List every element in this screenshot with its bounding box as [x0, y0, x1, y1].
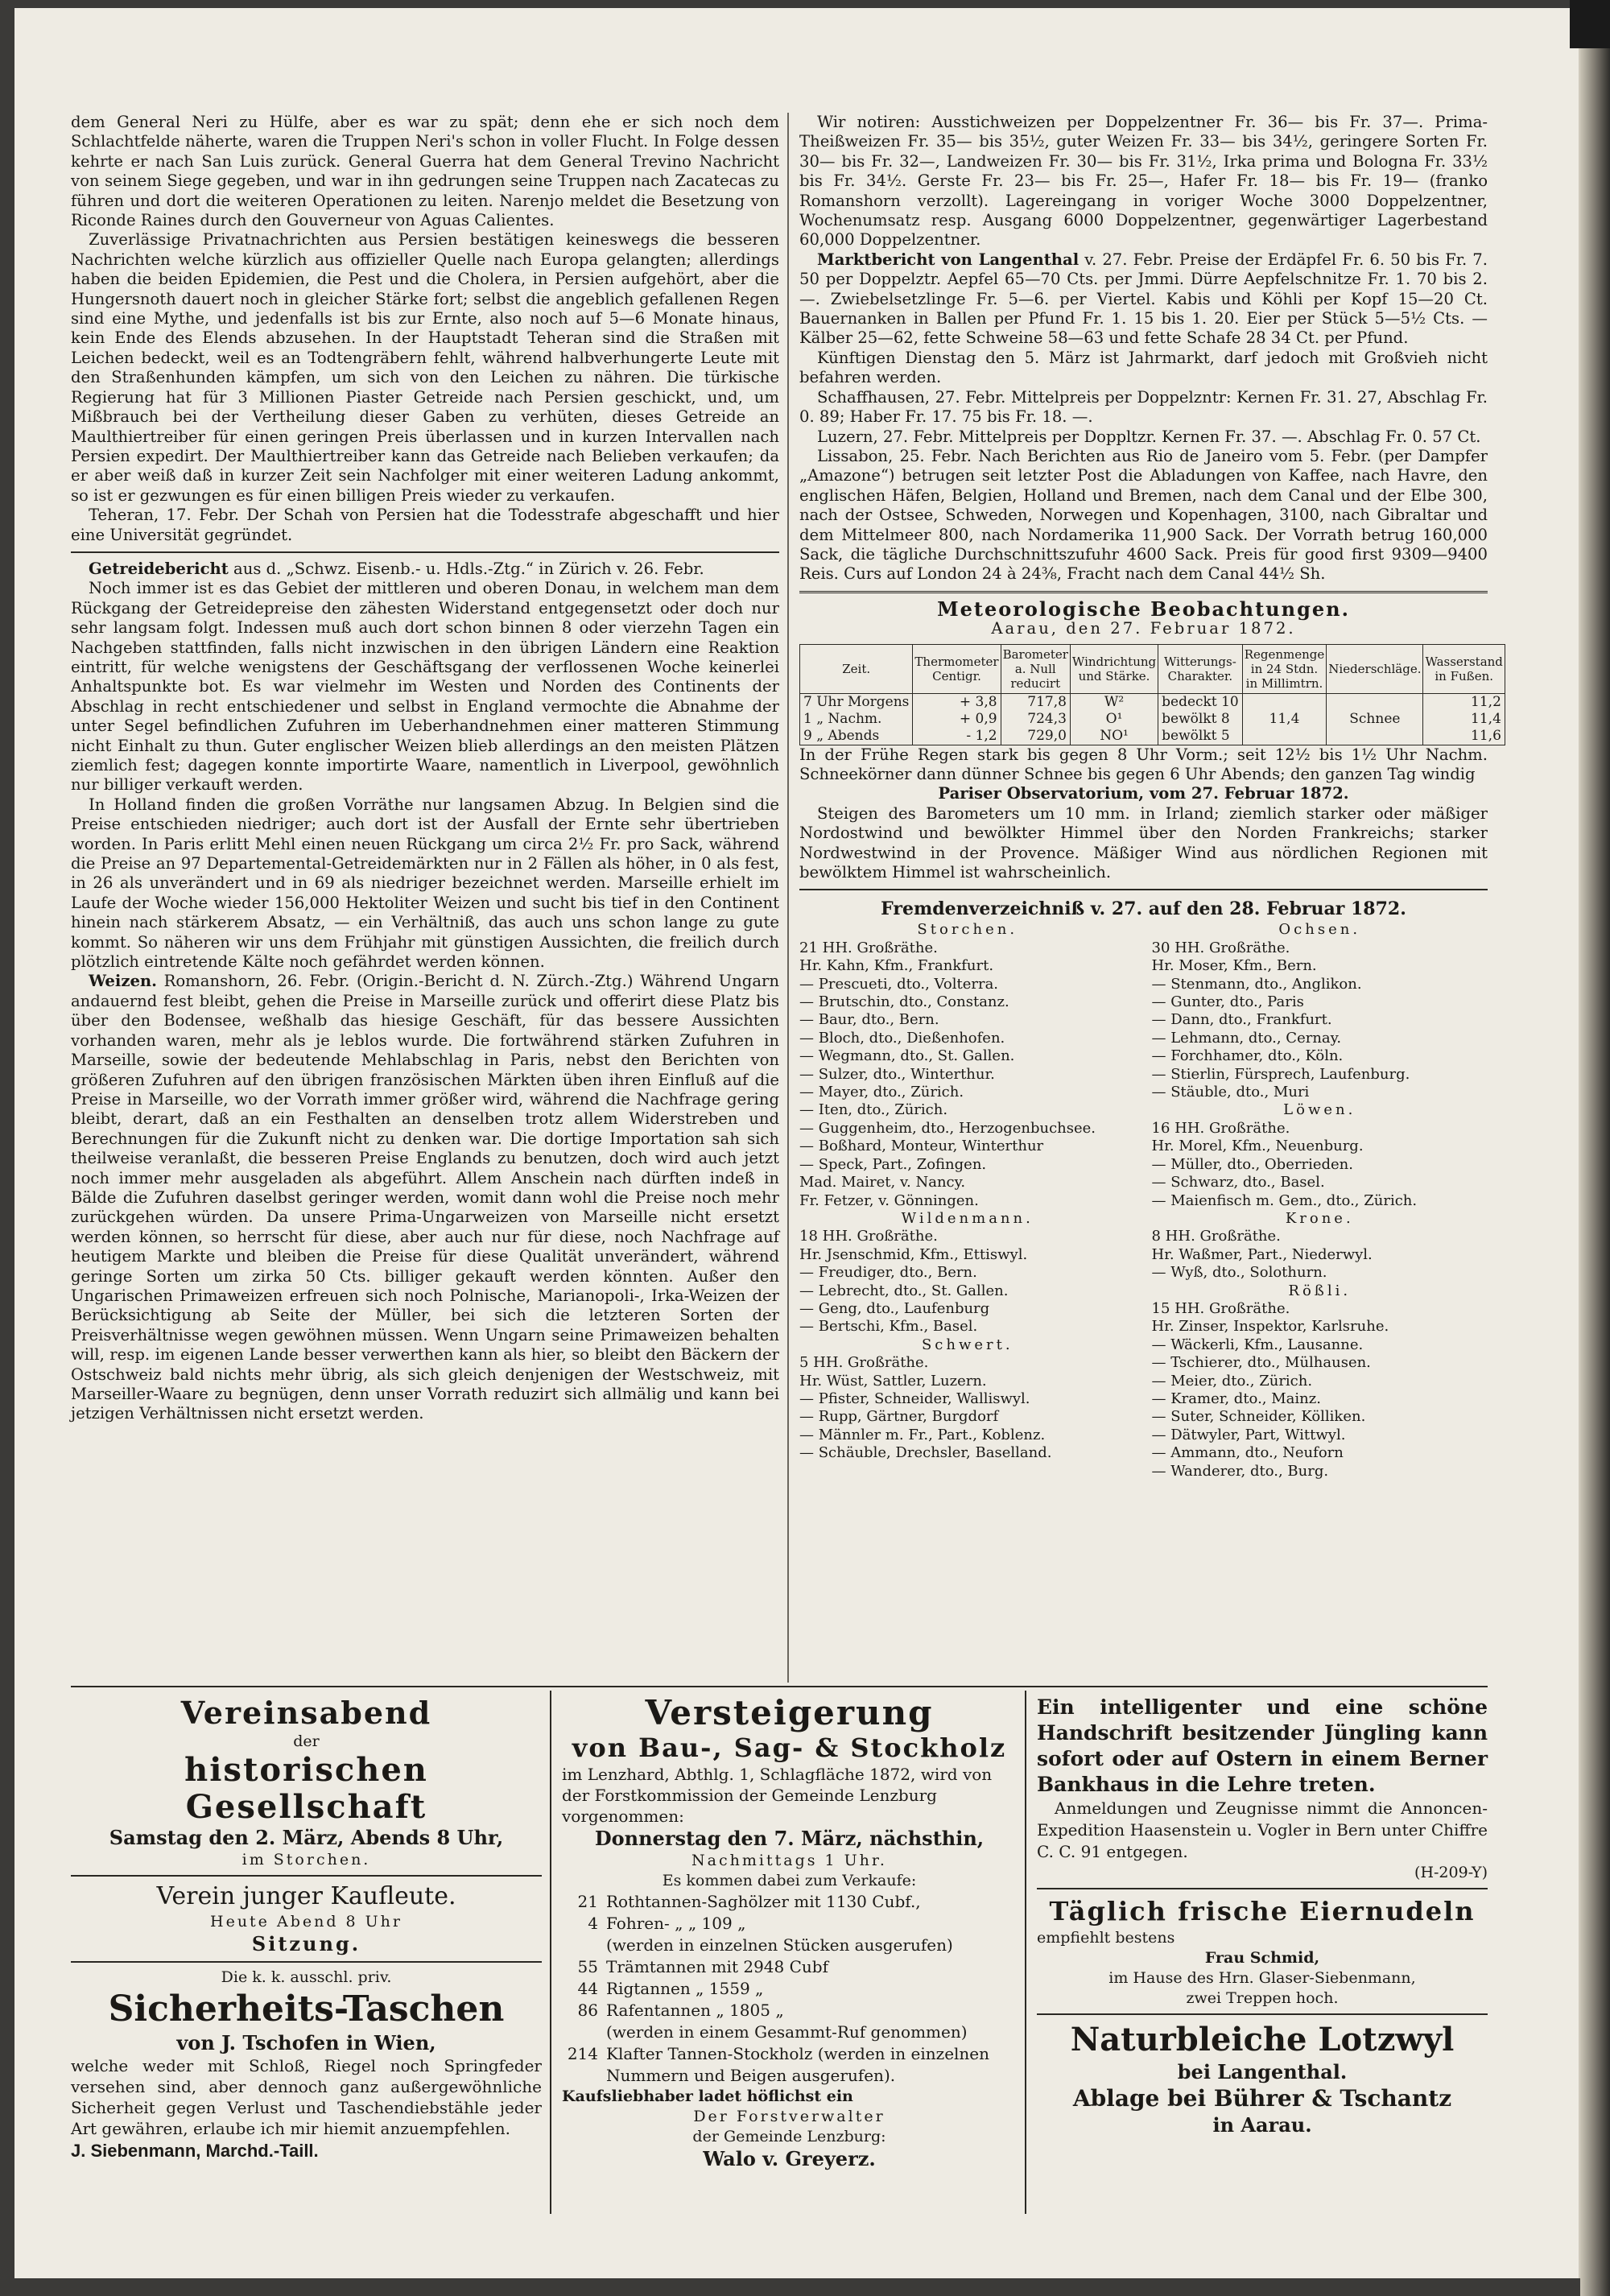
getreide-heading-line	[71, 560, 779, 579]
guest-entry: — Bertschi, Kfm., Basel.	[799, 1318, 978, 1336]
guest-entry: Hr. Zinser, Inspektor, Karlsruhe.	[1151, 1318, 1389, 1336]
meteo-cell-regen	[1242, 693, 1327, 711]
verst-item-text: (werden in einem Gesammt-Ruf genommen)	[606, 2022, 968, 2042]
weizen-text: Während Ungarn andauernd fest bleibt, gehen die Preise in Marseille zurück und offerirt diese Platz bis über den Bodensee, weßhalb das hiesige Geschäft, für das bessere Aussichten vorhanden waren, mehr als je leblos wurde. Die fortwährend stärken Zufuhren in Marseille, sowie der bedeutende Mehlabschlag in Paris, nebst den Berichten von größeren Zufuhren auf den übrigen französischen Märkten üben ihren Einfluß auf die Preise in Marseille, wo der Vorrath immer größer wird, während die Nachfrage gering bleibt, derart, daß an ein Festhalten an denselben trotz allem Widerstreben und Berechnungen für die Zukunft nicht zu denken war. Die dortige Importation sah sich theilweise veranlaßt, die besseren Preise Englands zu benutzen, doch wird auch jetzt noch immer mehr ausgeladen als abgeführt. Allem Anschein nach dürften indeß in Bälde die Zufuhren daselbst geringer werden, womit dann wohl die Preise noch mehr zurückgehen würden. Da unsere Prima-Ungarweizen von Marseille nicht ersetzt werden können, so herrscht für diese, aber auch nur für diese, noch Nachfrage auf heutigem Markte und bleiben die Preise für diese Qualität unverändert, während geringe Sorten um zirka 50 Cts. billiger gekauft werden könnten. Außer den Ungarischen Primaweizen erfreuen sich noch Polnische, Marianopoli-, Irka-Weizen der Berücksichtigung ab Seite der Müller, bei sich die letzteren Sorten der Preisverhältnisse wegen gewöhnen müssen. Wenn Ungarn seine Primaweizen behalten will, resp. im eigenen Lande besser verwerthen kann als hier, so bleibt den Bäckern der Ostschweiz bald nichts mehr übrig, als sich gleich denjenigen der Westschweiz, mit Marseiller-Waare zu begnügen, denn unser Vorrath reduzirt sich allmälig und kann bei jetzigen Verhältnissen nicht ersetzt werden.	[71, 972, 779, 1423]
guest-entry: 21 HH. Großräthe.	[799, 939, 938, 956]
right-column	[799, 113, 1503, 1480]
guest-entry: — Maienfisch m. Gem., dto., Zürich.	[1151, 1191, 1418, 1209]
meteo-row	[800, 711, 1505, 728]
verst-invite: Kaufsliebhaber ladet höflichst ein	[562, 2087, 853, 2105]
getreide-paragraph: In Holland finden die großen Vorräthe nur langsamen Abzug. In Belgien sind die Preise entschieden niedriger; auch dort ist der Ausfall der Ernte sehr übertrieben worden. In Paris erlitt Mehl einen neuen Rückgang um circa 2½ Fr. pro Sack, während die Preise an 97 Departemental-Getreidemärkten nur in 2 Fällen als höher, in 0 als fest, in 26 als unverändert und in 69 als niedriger bezeichnet werden. Marseille erhielt im Laufe der Woche wieder 156,000 Hektoliter Weizen und sucht bis tief in den Continent hinein nach stärkerem Absatz, — ein Verhältniß, das auch uns schon lange zu gute kommt. So näheren wir uns dem Frühjahr mit günstigen Aussichten, die freilich durch plötzlich eintretende Kälte noch gefährdet werden können.	[71, 795, 779, 972]
meteo-cell-thermo: + 3,8	[913, 693, 1001, 711]
meteo-header: Witterungs-Charakter.	[1158, 644, 1243, 693]
kaufleute-time: Heute Abend 8 Uhr	[210, 1913, 402, 1931]
hotel-name: Storchen.	[917, 921, 1018, 939]
weizen-heading: Weizen.	[89, 972, 157, 991]
schaffhausen-text: Schaffhausen, 27. Febr. Mittelpreis per Doppelzntr: Kernen Fr. 31. 27, Abschlag Fr. 0. 89; Haber Fr. 17. 75 bis Fr. 18. —.	[799, 387, 1488, 427]
getreide-source: aus d. „Schwz. Eisenb.- u. Hdls.-Ztg.“ in Zürich v. 26. Febr.	[228, 559, 704, 578]
guest-entry: — Kramer, dto., Mainz.	[1151, 1390, 1321, 1407]
guest-entry: — Iten, dto., Zürich.	[799, 1101, 948, 1119]
weizen-heading-line	[71, 972, 779, 1423]
ads-rule	[71, 1686, 1488, 1687]
verst-intro: im Lenzhard, Abthlg. 1, Schlagfläche 1872, wird von der Forstkommission der Gemeinde Lenzburg vorgenommen:	[562, 1765, 993, 1826]
guest-entry: — Ammann, dto., Neuforn	[1151, 1444, 1344, 1462]
sicherheit-sign: J. Siebenmann, Marchd.-Taill.	[71, 2141, 319, 2161]
guest-entry: 15 HH. Großräthe.	[1151, 1299, 1290, 1317]
guest-entry: Mad. Mairet, v. Nancy.	[799, 1174, 966, 1191]
ad-rule	[1037, 1888, 1488, 1889]
meteo-table	[799, 644, 1505, 745]
meteo-cell-wasser: 11,4	[1423, 711, 1505, 728]
sicherheit-text: welche weder mit Schloß, Riegel noch Springfeder versehen sind, aber dennoch ganz außergewöhnliche Sicherheit gegen Verlust und Taschendiebstähle jeder Art gewähren, erlaube ich mir hiemit anzuempfehlen.	[71, 2056, 542, 2138]
verst-time: Nachmittags 1 Uhr.	[691, 1852, 887, 1869]
meteo-title: Meteorologische Beobachtungen.	[937, 597, 1350, 621]
getreide-paragraph: Noch immer ist es das Gebiet der mittleren und oberen Donau, in welchem man dem Rückgang der Getreidepreise den zähesten Widerstand entgegensetzt oder doch nur sehr langsam folgt. Indessen muß auch dort schon binnen 8 oder vierzehn Tagen ein Nachgeben stattfinden, falls nicht inzwischen in den übrigen Ländern eine Reaktion eintritt, für welche wenigstens der Geschäftsgang der verflossenen Woche keinerlei Anhaltspunkte bot. Es war vielmehr im Westen und Norden des Continents der Abschlag in recht entschiedener und selbst in England vermochte die Abnahme der unter Segel befindlichen Zufuhren im Ueberhandnehmen einer matteren Stimmung nicht Einhalt zu thun. Guter englischer Weizen blieb allerdings an den meisten Plätzen ziemlich fest; dagegen konnte importirte Waare, namentlich in Liverpool, gewöhnlich nur billiger verkauft werden.	[71, 579, 779, 795]
guest-entry: 5 HH. Großräthe.	[799, 1354, 929, 1372]
guest-entry: Hr. Morel, Kfm., Neuenburg.	[1151, 1138, 1364, 1155]
meteo-cell-thermo: - 1,2	[913, 728, 1001, 745]
verein-der: der	[293, 1732, 320, 1750]
meteo-note: In der Frühe Regen stark bis gegen 8 Uhr Vorm.; seit 12½ bis 1½ Uhr Nachm. Schneekörner dann dünner Schnee bis gegen 6 Uhr Abends; den ganzen Tag windig	[799, 745, 1488, 783]
paris-text: Steigen des Barometers um 10 mm. in Irland; ziemlich starker oder mäßiger Nordostwind und bewölkter Himmel über den Norden Frankreichs; starker Nordwestwind in der Provence. Mäßiger Wind aus nördlichen Regionen mit bewölktem Himmel ist wahrscheinlich.	[799, 803, 1488, 882]
meteo-cell-time: 9 „ Abends	[800, 728, 913, 745]
verst-item-text: Rafentannen „ 1805 „	[606, 2001, 784, 2020]
guest-entry: — Boßhard, Monteur, Winterthur	[799, 1138, 1044, 1155]
teheran-news: Teheran, 17. Febr. Der Schah von Persien hat die Todesstrafe abgeschafft und hier eine Universität gegründet.	[71, 506, 779, 544]
meteo-header: Barometer a. Null reducirt	[1001, 644, 1070, 693]
eier-lead: empfiehlt bestens	[1037, 1929, 1175, 1947]
meteo-subtitle: Aarau, den 27. Februar 1872.	[991, 619, 1296, 638]
guest-entry: — Wyß, dto., Solothurn.	[1151, 1264, 1327, 1282]
guest-entry: 16 HH. Großräthe.	[1151, 1119, 1290, 1137]
ad-versteigerung	[562, 1695, 1017, 2171]
meteo-cell-baro: 729,0	[1001, 728, 1070, 745]
newspaper-page	[14, 8, 1580, 2278]
meteo-cell-witterung: bedeckt 10	[1158, 693, 1243, 711]
meteo-cell-witterung: bewölkt 5	[1158, 728, 1243, 745]
meteo-cell-time: 7 Uhr Morgens	[800, 693, 913, 711]
hotel-name: Wildenmann.	[901, 1209, 1034, 1227]
guest-entry: — Dätwyler, Part, Wittwyl.	[1151, 1426, 1346, 1443]
verein-where: im Storchen.	[242, 1851, 371, 1869]
guest-entry: 8 HH. Großräthe.	[1151, 1228, 1281, 1245]
verst-item-text: Fohren- „ „ 109 „	[606, 1914, 746, 1933]
verst-item-count: 21	[577, 1892, 598, 1911]
ad-rule	[71, 1875, 542, 1877]
guest-entry: — Wäckerli, Kfm., Lausanne.	[1151, 1336, 1364, 1353]
meteo-cell-wasser: 11,2	[1423, 693, 1505, 711]
fremden-right	[1152, 921, 1488, 1480]
hotel-name: Krone.	[1285, 1209, 1354, 1227]
jungling-text: Ein intelligenter und eine schöne Handschrift besitzender Jüngling kann sofort oder auf Ostern in einem Berner Bankhaus in die Lehre treten.	[1037, 1695, 1488, 1796]
eier-title: Täglich frische Eiernudeln	[1049, 1896, 1476, 1926]
verst-item	[562, 2000, 1017, 2021]
hotel-name: Ochsen.	[1278, 921, 1361, 939]
meteo-cell-thermo: + 0,9	[913, 711, 1001, 728]
verst-item	[562, 1891, 1017, 1913]
guest-entry: — Gunter, dto., Paris	[1151, 993, 1304, 1011]
hotel-name: Schwert.	[921, 1336, 1013, 1353]
meteo-cell-wind: NO¹	[1070, 728, 1158, 745]
meteo-cell-witterung: bewölkt 8	[1158, 711, 1243, 728]
guest-entry: Hr. Waßmer, Part., Niederwyl.	[1151, 1245, 1373, 1263]
section-rule	[71, 551, 779, 553]
eier-stairs: zwei Treppen hoch.	[1186, 1989, 1339, 2007]
sicherheit-maker: von J. Tschofen in Wien,	[176, 2031, 436, 2054]
persia-news: Zuverlässige Privatnachrichten aus Persien bestätigen keineswegs die besseren Nachrichten welche kürzlich aus offizieller Quelle nach Europa gelangten; allerdings haben die beiden Epidemien, die Pest und die Cholera, in Persien aufgehört, aber die Hungersnoth dauert noch in gleicher Stärke fort; selbst die angeblich gefallenen Regen sind eine Mythe, und jedenfalls ist bis zur Ernte, also noch auf 5—6 Monate hinaus, kein Ende des Elends abzusehen. In der Hauptstadt Teheran sind die Straßen mit Leichen bedeckt, weil es an Todtengräbern fehlt, während halbverhungerte Leute mit den Straßenhunden kämpfen, um sich von den Leichen zu nähren. Die türkische Regierung hat für 3 Millionen Piaster Getreide nach Persien geschickt, und, um Mißbrauch bei der Vertheilung dieser Gaben zu verhüten, dieses Getreide an Maulthiertreiber für einen geringen Preis überlassen und in kurzen Intervallen nach Persien expedirt. Der Maulthiertreiber kann das Getreide nach Belieben verkaufen; da er aber weiß daß in kurzer Zeit sein Nachfolger mit einer weiteren Ladung ankommt, so ist er gezwungen es für einen billigen Preis wieder zu verkaufen.	[71, 230, 779, 505]
fremden-list	[799, 921, 1488, 1480]
meteo-header-row	[800, 644, 1505, 693]
meteo-header: Niederschläge.	[1327, 644, 1423, 693]
meteo-row	[800, 693, 1505, 711]
guest-entry: — Sulzer, dto., Winterthur.	[799, 1065, 995, 1083]
guest-entry: — Schäuble, Drechsler, Baselland.	[799, 1444, 1052, 1462]
guest-entry: — Suter, Schneider, Kölliken.	[1151, 1408, 1366, 1426]
section-rule	[799, 591, 1488, 593]
verst-item-text: Rigtannen „ 1559 „	[606, 1979, 764, 1998]
lissabon-text: Lissabon, 25. Febr. Nach Berichten aus Rio de Janeiro vom 5. Febr. (per Dampfer „Amazone“) betrugen seit letzter Post die Abladungen von Kaffee, nach Havre, den englischen Häfen, Belgien, Holland und Bremen, nach dem Canal und der Elbe 300, nach der Ostsee, Schweden, Norwegen und Kopenhagen, 3100, nach Gibraltar und dem Mittelmeer 800, nach Nordamerika 11,900 Sack. Der Vorrath betrug 160,000 Sack, die tägliche Durchschnittszufuhr 4600 Sack. Preis für good first 9309—9400 Reis. Curs auf London 24 à 24⅜, Fracht nach dem Canal 44½ Sh.	[799, 446, 1488, 584]
verst-item-text: (werden in einzelnen Stücken ausgerufen)	[606, 1935, 953, 1955]
ad-rule	[1037, 2013, 1488, 2015]
markt-text: v. 27. Febr. Preise der Erdäpfel Fr. 6. 50 bis Fr. 7. 50 per Doppelztr. Aepfel 65—70 Cts. per Jmmi. Dürre Aepfelschnitze Fr. 1. 70 bis 2. —. Zwiebelsetzlinge Fr. 5—6. per Viertel. Kabis und Köhli per Kopf 15—20 Ct. Bauernanken in Ballen per Pfund Fr. 1. 15 bis 1. 20. Eier per Stück 5—5½ Cts. — Kälber 25—62, fette Schweine 58—63 und fette Schafe 28 34 Ct. per Pfund.	[799, 250, 1488, 348]
verst-role: Der Forstverwalter	[693, 2108, 886, 2125]
ad-rule	[71, 1961, 542, 1963]
ad-verein	[71, 1695, 542, 2163]
guest-entry: Hr. Jsenschmid, Kfm., Ettiswyl.	[799, 1245, 1028, 1263]
guest-entry: — Guggenheim, dto., Herzogenbuchsee.	[799, 1119, 1096, 1137]
verst-item-count: 4	[588, 1914, 598, 1933]
guest-entry: — Baur, dto., Bern.	[799, 1011, 939, 1029]
verst-item-count	[562, 1935, 606, 1956]
meteo-cell-wind: W²	[1070, 693, 1158, 711]
markt-heading: Marktbericht von Langenthal	[817, 250, 1080, 269]
verst-lead: Es kommen dabei zum Verkaufe:	[662, 1872, 917, 1889]
meteo-header: Thermometer Centigr.	[913, 644, 1001, 693]
verst-sign: Walo v. Greyerz.	[703, 2147, 876, 2170]
meteo-header: Windrichtung und Stärke.	[1070, 644, 1158, 693]
meteo-cell-baro: 717,8	[1001, 693, 1070, 711]
verst-subtitle: von Bau-, Sag- & Stockholz	[572, 1732, 1007, 1763]
section-rule	[799, 889, 1488, 890]
left-column	[71, 113, 779, 1424]
guest-entry: — Meier, dto., Zürich.	[1151, 1372, 1313, 1390]
verst-item-text: Klafter Tannen-Stockholz (werden in einzelnen Nummern und Beigen ausgerufen).	[606, 2044, 990, 2085]
verst-item-text: Trämtannen mit 2948 Cubf	[606, 1957, 828, 1976]
guest-entry: — Männler m. Fr., Part., Koblenz.	[799, 1426, 1046, 1443]
ads-divider	[550, 1691, 551, 2214]
guest-entry: — Forchhamer, dto., Köln.	[1151, 1047, 1344, 1065]
jungling-note: Anmeldungen und Zeugnisse nimmt die Annoncen-Expedition Haasenstein u. Vogler in Bern unter Chiffre C. C. 91 entgegen.	[1037, 1798, 1488, 1861]
meteo-cell-baro: 724,3	[1001, 711, 1070, 728]
meteo-cell-regen	[1242, 728, 1327, 745]
jungling-code: (H-209-Y)	[1414, 1864, 1488, 1881]
guest-entry: — Freudiger, dto., Bern.	[799, 1264, 977, 1282]
guest-entry: — Wegmann, dto., St. Gallen.	[799, 1047, 1015, 1065]
markt-note: Künftigen Dienstag den 5. März ist Jahrmarkt, darf jedoch mit Großvieh nicht befahren werden.	[799, 348, 1488, 387]
guest-entry: — Bloch, dto., Dießenhofen.	[799, 1029, 1005, 1047]
eier-addr: im Hause des Hrn. Glaser-Siebenmann,	[1108, 1969, 1416, 1987]
verst-item-count: 44	[577, 1979, 598, 1998]
verst-items	[562, 1891, 1017, 2087]
guest-entry: — Lebrecht, dto., St. Gallen.	[799, 1282, 1009, 1299]
paris-heading: Pariser Observatorium, vom 27. Februar 1872.	[938, 784, 1349, 803]
verst-item	[562, 2021, 1017, 2043]
notiren-text: Wir notiren: Ausstichweizen per Doppelzentner Fr. 36— bis Fr. 37—. Prima-Theißweizen Fr. 35— bis 35½, guter Weizen Fr. 33— bis 34½, geringere Sorten Fr. 30— bis Fr. 32—, Landweizen Fr. 30— bis Fr. 31½, Irka prima und Bologna Fr. 33½ bis Fr. 34½. Gerste Fr. 23— bis Fr. 25—, Hafer Fr. 18— bis Fr. 19— (franko Romanshorn verzollt). Lagereingang in voriger Woche 3000 Doppelzentner, Wochenumsatz resp. Ausgang 6000 Doppelzentner, gegenwärtiger Lagerbestand 60,000 Doppelzentner.	[799, 113, 1488, 250]
verst-item	[562, 1913, 1017, 1935]
hotel-name: Rößli.	[1288, 1282, 1352, 1299]
guest-entry: — Mayer, dto., Zürich.	[799, 1084, 964, 1101]
ads-divider	[1025, 1691, 1026, 2214]
guest-entry: — Pfister, Schneider, Walliswyl.	[799, 1390, 1030, 1407]
verst-item-count: 86	[577, 2001, 598, 2020]
verst-item-count	[562, 2021, 606, 2043]
guest-entry: — Tschierer, dto., Mülhausen.	[1151, 1354, 1371, 1372]
guest-entry: — Wanderer, dto., Burg.	[1151, 1462, 1329, 1480]
guest-entry: — Schwarz, dto., Basel.	[1151, 1174, 1325, 1191]
sicherheit-title: Sicherheits-Taschen	[108, 1988, 505, 2030]
guest-entry: 18 HH. Großräthe.	[799, 1228, 938, 1245]
fremden-title: Fremdenverzeichniß v. 27. auf den 28. Februar 1872.	[881, 898, 1406, 920]
guest-entry: 30 HH. Großräthe.	[1151, 939, 1290, 956]
guest-entry: — Dann, dto., Frankfurt.	[1151, 1011, 1332, 1029]
verst-item	[562, 1956, 1017, 1978]
verst-item-count: 55	[577, 1957, 598, 1976]
weizen-place: Romanshorn, 26. Febr. (Origin.-Bericht d. N. Zürch.-Ztg.)	[156, 972, 634, 991]
meteo-header: Zeit.	[800, 644, 913, 693]
meteo-cell-nieder: Schnee	[1327, 711, 1423, 728]
markt-line	[799, 250, 1488, 349]
guest-entry: — Brutschin, dto., Constanz.	[799, 993, 1009, 1011]
guest-entry: — Lehmann, dto., Cernay.	[1151, 1029, 1342, 1047]
luzern-text: Luzern, 27. Febr. Mittelpreis per Doppltzr. Kernen Fr. 37. —. Abschlag Fr. 0. 57 Ct.	[817, 427, 1481, 446]
meteo-header: Wasserstand in Fußen.	[1423, 644, 1505, 693]
verst-date: Donnerstag den 7. März, nächsthin,	[594, 1827, 985, 1850]
meteo-cell-wind: O¹	[1070, 711, 1158, 728]
meteo-cell-wasser: 11,6	[1423, 728, 1505, 745]
meteo-cell-regen: 11,4	[1242, 711, 1327, 728]
verst-town: der Gemeinde Lenzburg:	[692, 2128, 886, 2145]
book-spine	[1580, 0, 1610, 2296]
eier-name: Frau Schmid,	[1204, 1949, 1320, 1967]
fremden-left	[799, 921, 1136, 1480]
meteo-header: Regenmenge in 24 Stdn. in Millimtrn.	[1242, 644, 1327, 693]
guest-entry: — Geng, dto., Laufenburg	[799, 1299, 990, 1317]
guest-entry: — Stierlin, Fürsprech, Laufenburg.	[1151, 1065, 1410, 1083]
guest-entry: Fr. Fetzer, v. Gönningen.	[799, 1191, 979, 1209]
guest-entry: Hr. Kahn, Kfm., Frankfurt.	[799, 957, 994, 975]
guest-entry: Hr. Moser, Kfm., Bern.	[1151, 957, 1317, 975]
lotz-title: Naturbleiche Lotzwyl	[1070, 2021, 1455, 2059]
mexico-news: dem General Neri zu Hülfe, aber es war zu spät; denn ehe er sich noch dem Schlachtfelde näherte, waren die Truppen Neri's schon in voller Flucht. In Folge dessen kehrte er nach San Luis zurück. General Guerra hat dem General Trevino Nachricht von seinem Siege gegeben, und war in ihn gedrungen seine Truppen nach Zacatecas zu führen und dort die weiteren Operationen zu leiten. Narenjo meldet die Besetzung von Riconde Raines durch den Gouverneur von Aguas Calientes.	[71, 113, 779, 230]
verst-item	[562, 2043, 1017, 2087]
column-divider	[787, 113, 789, 1683]
guest-entry: — Rupp, Gärtner, Burgdorf	[799, 1408, 999, 1426]
guest-entry: — Müller, dto., Oberrieden.	[1151, 1155, 1353, 1173]
meteo-row	[800, 728, 1505, 745]
meteo-cell-nieder	[1327, 693, 1423, 711]
kaufleute-title: Verein junger Kaufleute.	[156, 1882, 456, 1910]
hotel-name: Löwen.	[1283, 1101, 1356, 1119]
guest-entry: — Speck, Part., Zofingen.	[799, 1155, 987, 1173]
verst-title: Versteigerung	[645, 1693, 934, 1732]
guest-entry: — Stäuble, dto., Muri	[1151, 1084, 1310, 1101]
verein-name: historischen Gesellschaft	[184, 1751, 428, 1826]
verst-item-text: Rothtannen-Saghölzer mit 1130 Cubf.,	[606, 1892, 921, 1911]
getreide-heading: Getreidebericht	[89, 559, 229, 578]
priv-line: Die k. k. ausschl. priv.	[221, 1968, 392, 1986]
verst-item	[562, 1978, 1017, 2000]
corner-shadow	[1570, 0, 1610, 48]
verst-item-count: 214	[567, 2044, 598, 2063]
meteo-cell-time: 1 „ Nachm.	[800, 711, 913, 728]
meteo-cell-nieder	[1327, 728, 1423, 745]
verein-title: Vereinsabend	[180, 1695, 432, 1731]
kaufleute-sitzung: Sitzung.	[251, 1932, 361, 1955]
guest-entry: — Prescueti, dto., Volterra.	[799, 975, 999, 993]
guest-entry: Hr. Wüst, Sattler, Luzern.	[799, 1372, 987, 1390]
verst-item	[562, 1935, 1017, 1956]
guest-entry: — Stenmann, dto., Anglikon.	[1151, 975, 1362, 993]
ad-right	[1037, 1695, 1488, 2137]
lotz-ablage: Ablage bei Bührer & Tschantz	[1072, 2085, 1452, 2112]
verein-when: Samstag den 2. März, Abends 8 Uhr,	[109, 1826, 504, 1849]
lotz-place: bei Langenthal.	[1177, 2060, 1348, 2083]
lotz-city: in Aarau.	[1212, 2113, 1312, 2137]
